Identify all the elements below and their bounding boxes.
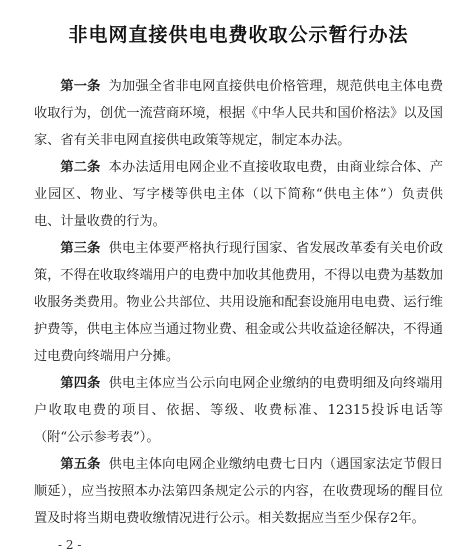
article-number: 第三条: [60, 241, 101, 256]
article-5: [34, 451, 443, 532]
article-text: 为加强全省非电网直接供电价格管理，规范供电主体电费收取行为，创优一流营商环境，根据《中华人民共和国价格法》以及国家、省有关非电网直接供电政策等规定，制定本办法。: [34, 79, 444, 148]
article-4: [34, 370, 443, 451]
article-number: 第一条: [60, 79, 101, 94]
document-title: 非电网直接供电电费收取公示暂行办法: [68, 24, 409, 46]
article-text: 本办法适用电网企业不直接收取电费，由商业综合体、产业园区、物业、写字楼等供电主体（以下简称“供电主体”）负责供电、计量收费的行为。: [34, 160, 444, 229]
article-1: [34, 73, 443, 154]
article-text: 供电主体向电网企业缴纳电费七日内（遇国家法定节假日顺延），应当按照本办法第四条规定公示的内容，在收费现场的醒目位置及时将当期电费收缴情况进行公示。相关数据应当至少保存2年。: [34, 457, 444, 526]
article-number: 第五条: [60, 457, 101, 472]
article-number: 第四条: [60, 376, 101, 391]
article-number: 第二条: [60, 160, 101, 175]
article-text: 供电主体应当公示向电网企业缴纳的电费明细及向终端用户收取电费的项目、依据、等级、收费标准、12315投诉电话等（附“公示参考表”）。: [34, 376, 444, 445]
article-3: [34, 235, 443, 370]
article-2: [34, 154, 443, 235]
page-number: - 2 -: [58, 538, 82, 552]
article-text: 供电主体要严格执行现行国家、省发展改革委有关电价政策，不得在收取终端用户的电费中加收其他费用，不得以电费为基数加收服务类费用。物业公共部位、共用设施和配套设施用电电费、运行维护费等，供电主体应当通过物业费、租金或公共收益途径解决，不得通过电费向终端用户分摊。: [34, 241, 444, 364]
